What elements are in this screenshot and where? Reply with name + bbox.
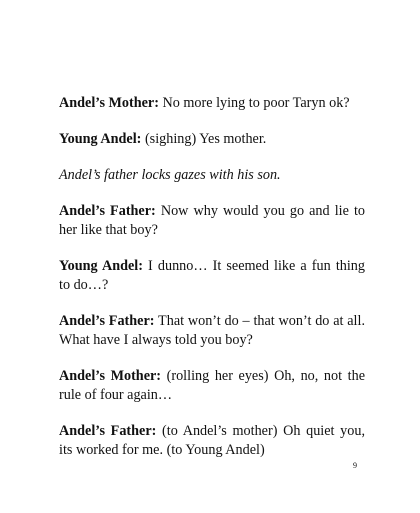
dialogue-line bbox=[59, 257, 365, 295]
speaker-name: Young Andel: bbox=[59, 131, 142, 147]
dialogue-line bbox=[59, 94, 365, 113]
speaker-name: Andel’s Father: bbox=[59, 313, 155, 329]
speaker-name: Andel’s Father: bbox=[59, 203, 156, 219]
dialogue-line bbox=[59, 367, 365, 405]
dialogue-text: Now why would you go and lie to her like that boy? bbox=[59, 203, 365, 238]
script-body bbox=[59, 94, 365, 477]
speaker-name: Andel’s Mother: bbox=[59, 95, 159, 111]
dialogue-text: No more lying to poor Taryn ok? bbox=[158, 95, 350, 111]
dialogue-text: I dunno… It seemed like a fun thing to do…? bbox=[59, 258, 365, 293]
dialogue-text: (to Andel’s mother) Oh quiet you, its worked for me. (to Young Andel) bbox=[59, 423, 365, 458]
dialogue-text: (sighing) Yes mother. bbox=[141, 131, 267, 147]
speaker-name: Young Andel: bbox=[59, 258, 143, 274]
stage-direction: Andel’s father locks gazes with his son. bbox=[59, 167, 281, 183]
dialogue-text: (rolling her eyes) Oh, no, not the rule of four again… bbox=[59, 368, 366, 403]
dialogue-line bbox=[59, 202, 365, 240]
page-number: 9 bbox=[353, 461, 357, 470]
dialogue-line bbox=[59, 422, 365, 460]
speaker-name: Andel’s Mother: bbox=[59, 368, 162, 384]
dialogue-text: That won’t do – that won’t do at all. What have I always told you boy? bbox=[59, 313, 365, 348]
speaker-name: Andel’s Father: bbox=[59, 423, 157, 439]
dialogue-line bbox=[59, 312, 365, 350]
dialogue-line bbox=[59, 130, 365, 149]
